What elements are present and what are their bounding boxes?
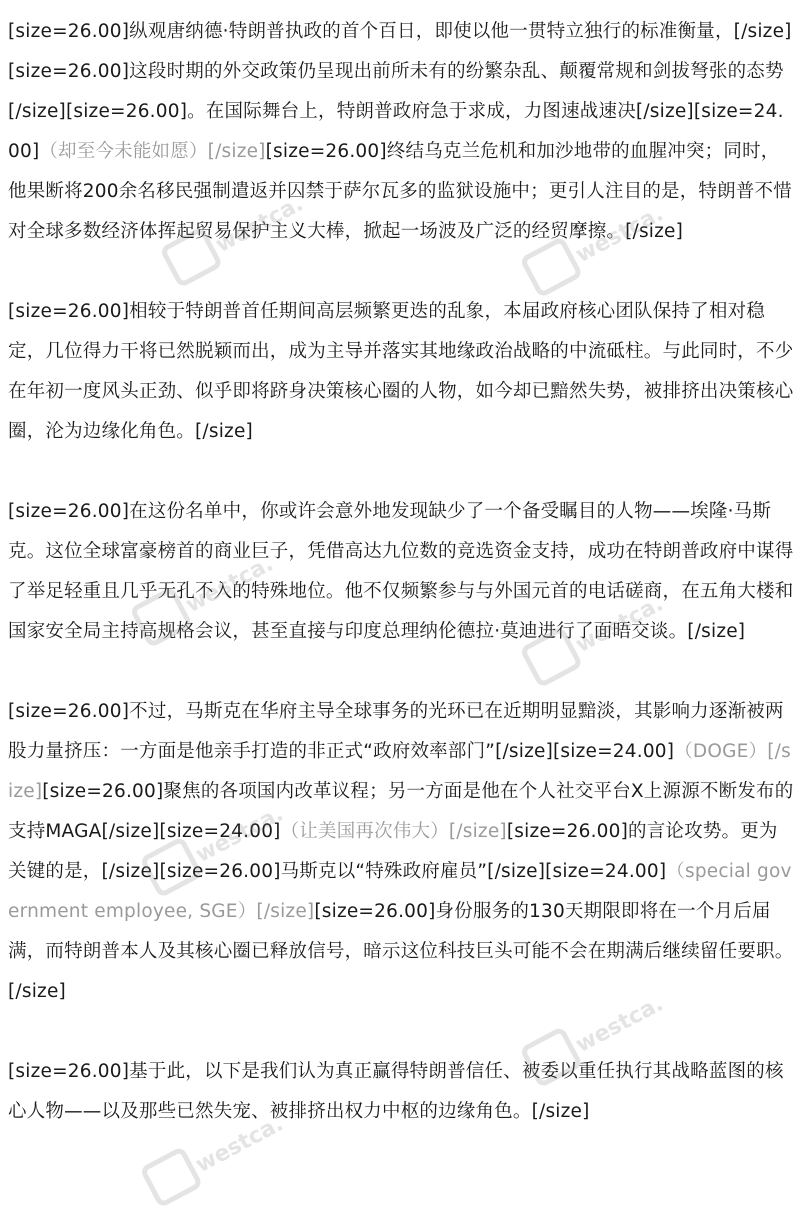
svg-text:westca.com: westca.com	[571, 178, 678, 269]
svg-text:westca.com: westca.com	[571, 568, 678, 659]
paragraph	[8, 492, 794, 652]
paragraph-text: [size=26.00]终结乌克兰危机和加沙地带的血腥冲突；同时，他果断将200余名移民强制遣返并囚禁于萨尔瓦多的监狱设施中；更引人注目的是，特朗普不惜对全球多数经济体挥起贸易保护主义大棒，掀起一场波及广泛的经贸摩擦。[/size]	[8, 141, 792, 242]
paragraph-text: [size=26.00]基于此，以下是我们认为真正赢得特朗普信任、被委以重任执行其战略蓝图的核心人物——以及那些已然失宠、被排挤出权力中枢的边缘角色。[/size]	[8, 1061, 784, 1122]
gray-annotation-text: （让美国再次伟大）[/size]	[280, 821, 507, 842]
paragraph	[8, 692, 794, 1012]
gray-annotation-text: （却至今未能如愿）[/size]	[39, 141, 266, 162]
gray-annotation-text: （special government employee, SGE）[/size]	[8, 861, 792, 922]
paragraph-text: [size=26.00]聚焦的各项国内改革议程；另一方面是他在个人社交平台X上源源不断发布的支持MAGA[/size][size=24.00]	[8, 781, 794, 842]
paragraph-text: [size=26.00]身份服务的130天期限即将在一个月后届满，而特朗普本人及其核心圈已释放信号，暗示这位科技巨头可能不会在期满后继续留任要职。[/size]	[8, 901, 794, 1002]
gray-annotation-text: （DOGE）[/size]	[8, 741, 791, 802]
svg-text:westca.com: westca.com	[571, 968, 678, 1059]
paragraph-text: [size=26.00]的言论攻势。更为关键的是，[/size][size=26.00]马斯克以“特殊政府雇员”[/size][size=24.00]	[8, 821, 778, 882]
svg-text:westca.com: westca.com	[181, 528, 288, 619]
paragraph-text: [size=26.00]在这份名单中，你或许会意外地发现缺少了一个备受瞩目的人物——埃隆·马斯克。这位全球富豪榜首的商业巨子，凭借高达九位数的竞选资金支持，成功在特朗普政府中谋得了举足轻重且几乎无孔不入的特殊地位。他不仅频繁参与与外国元首的电话磋商，在五角大楼和国家安全局主持高规格会议，甚至直接与印度总理纳伦德拉·莫迪进行了面晤交谈。[/size]	[8, 501, 794, 642]
paragraph-text: [size=26.00]纵观唐纳德·特朗普执政的首个百日，即使以他一贯特立独行的标准衡量，[/size][size=26.00]这段时期的外交政策仍呈现出前所未有的纷繁杂乱、颠覆常规和剑拔弩张的态势[/size][size=26.00]。在国际舞台上，特朗普政府急于求成，力图速战速决[/size][size=24.00]	[8, 21, 792, 162]
paragraph	[8, 12, 794, 252]
article-body	[8, 12, 794, 1172]
paragraph-text: [size=26.00]相较于特朗普首任期间高层频繁更迭的乱象，本届政府核心团队保持了相对稳定，几位得力干将已然脱颖而出，成为主导并落实其地缘政治战略的中流砥柱。与此同时，不少在年初一度风头正劲、似乎即将跻身决策核心圈的人物，如今却已黯然失势，被排挤出决策核心圈，沦为边缘化角色。[/size]	[8, 301, 794, 442]
paragraph	[8, 1052, 794, 1132]
paragraph	[8, 292, 794, 452]
svg-text:westca.com: westca.com	[191, 1088, 298, 1179]
svg-text:westca.com: westca.com	[191, 778, 298, 869]
svg-text:westca.com: westca.com	[211, 168, 318, 259]
paragraph-text: [size=26.00]不过，马斯克在华府主导全球事务的光环已在近期明显黯淡，其影响力逐渐被两股力量挤压：一方面是他亲手打造的非正式“政府效率部门”[/size][size=24.00]	[8, 701, 784, 762]
